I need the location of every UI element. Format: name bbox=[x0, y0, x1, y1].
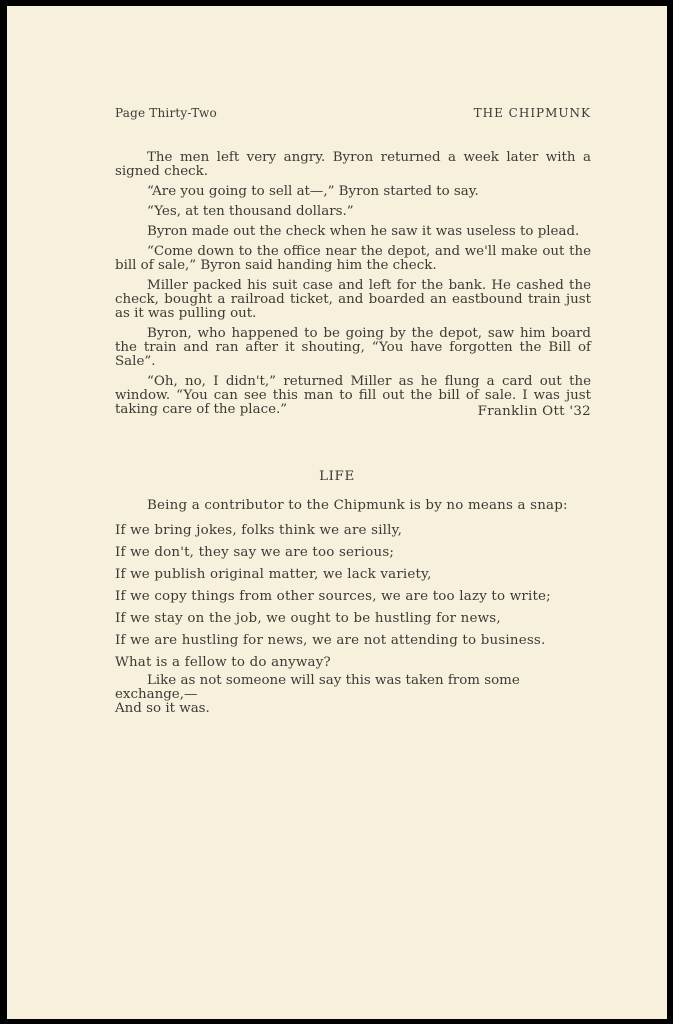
poem-line: If we publish original matter, we lack variety, bbox=[115, 567, 432, 582]
section-title: LIFE bbox=[319, 469, 355, 484]
poem-lines bbox=[115, 520, 591, 674]
story-text bbox=[115, 151, 591, 423]
story-paragraph: “Are you going to sell at—,” Byron started to say. bbox=[147, 184, 479, 199]
story-paragraph: The men left very angry. Byron returned a week later with a signed check. bbox=[115, 150, 591, 179]
poem-line: If we are hustling for news, we are not attending to business. bbox=[115, 633, 546, 648]
poem-line: What is a fellow to do anyway? bbox=[115, 655, 331, 670]
story-paragraph: “Yes, at ten thousand dollars.” bbox=[147, 204, 354, 219]
closing-text bbox=[115, 674, 591, 716]
page-number: Page Thirty-Two bbox=[115, 106, 217, 120]
story-author: Franklin Ott '32 bbox=[477, 404, 591, 419]
poem-intro: Being a contributor to the Chipmunk is by no means a snap: bbox=[147, 498, 568, 513]
closing-line: Like as not someone will say this was taken from some exchange,— bbox=[115, 673, 520, 702]
poem-line: If we bring jokes, folks think we are silly, bbox=[115, 523, 403, 538]
poem-line: If we copy things from other sources, we are too lazy to write; bbox=[115, 589, 551, 604]
story-paragraph: “Come down to the office near the depot, and we'll make out the bill of sale,” Byron said handing him the check. bbox=[115, 244, 591, 273]
story-paragraph: Miller packed his suit case and left for the bank. He cashed the check, bought a railroad ticket, and boarded an eastbound train just as it was pulling out. bbox=[115, 278, 591, 321]
closing-line: And so it was. bbox=[115, 701, 210, 716]
poem-line: If we don't, they say we are too serious; bbox=[115, 545, 395, 560]
poem-line: If we stay on the job, we ought to be hustling for news, bbox=[115, 611, 501, 626]
document-page bbox=[7, 6, 667, 1019]
story-paragraph: “Oh, no, I didn't,” returned Miller as he flung a card out the window. “You can see this man to fill out the bill of sale. I was just taking care of the place.” bbox=[115, 374, 591, 417]
story-paragraph: Byron, who happened to be going by the depot, saw him board the train and ran after it shouting, “You have forgotten the Bill of Sale”. bbox=[115, 326, 591, 369]
publication-title: THE CHIPMUNK bbox=[473, 106, 591, 120]
story-paragraph: Byron made out the check when he saw it was useless to plead. bbox=[147, 224, 580, 239]
